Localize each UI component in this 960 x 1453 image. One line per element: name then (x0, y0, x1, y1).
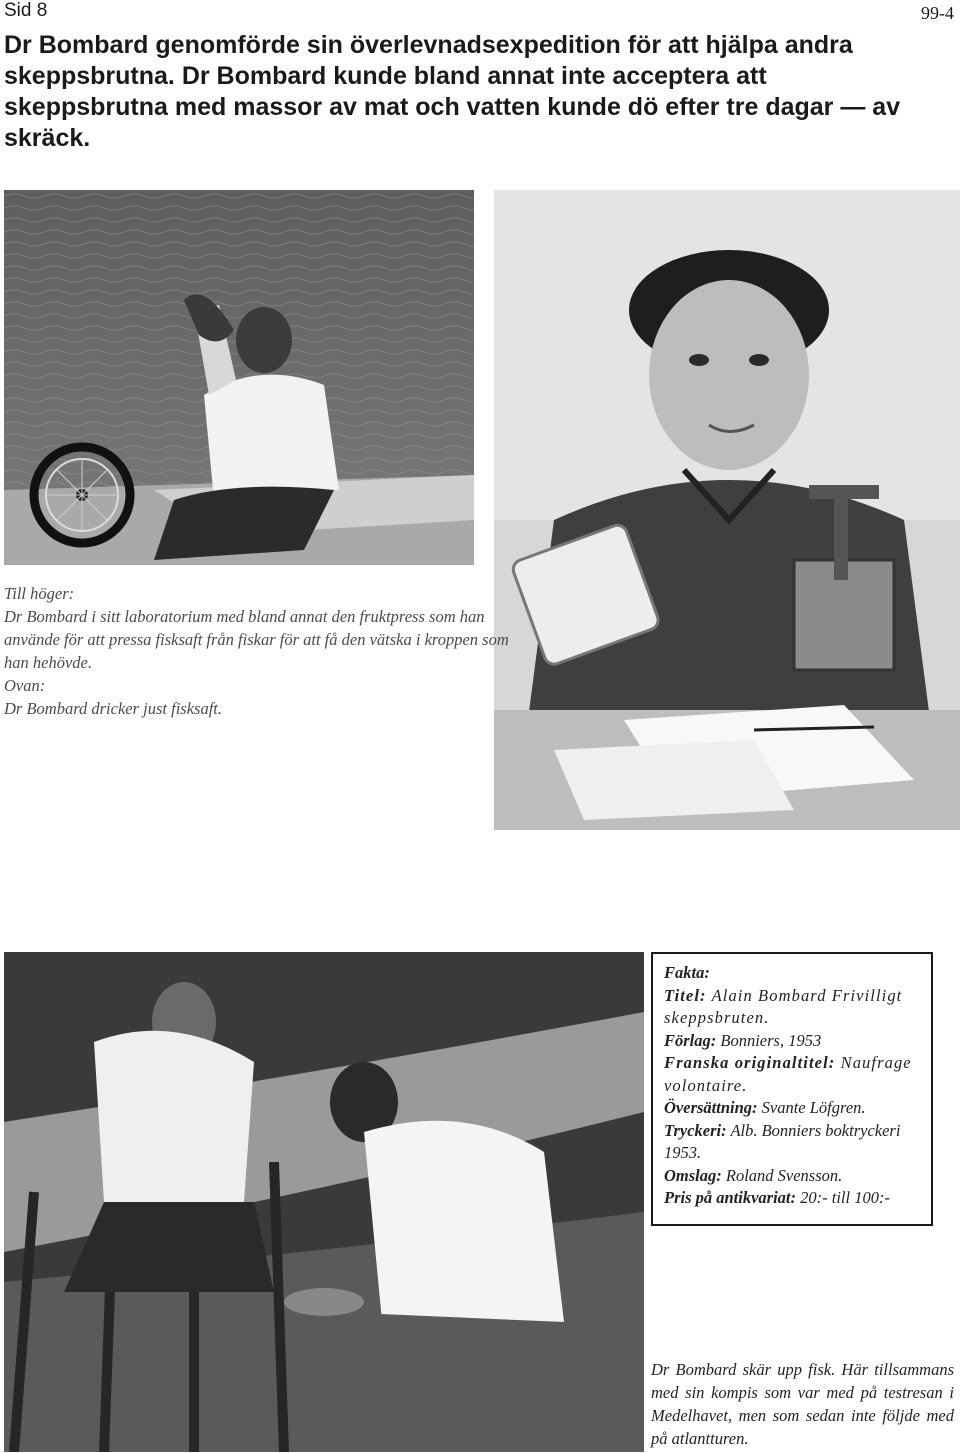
page-number: Sid 8 (4, 0, 48, 21)
photo-laboratory-portrait (494, 190, 960, 830)
facts-printer-label: Tryckeri: (664, 1120, 727, 1140)
facts-price-label: Pris på antikvariat: (664, 1188, 797, 1207)
facts-box (651, 952, 933, 1226)
caption-lead-above: Ovan: (4, 676, 46, 695)
facts-heading: Fakta: (664, 963, 710, 982)
facts-price-value: 20:- till 100:- (800, 1188, 890, 1207)
facts-cover-label: Omslag: (664, 1165, 722, 1185)
photo-cutting-fish (4, 952, 644, 1452)
issue-number: 99-4 (921, 3, 954, 23)
photo-drinking-fish-juice (4, 190, 474, 565)
caption-text-right: Dr Bombard i sitt laboratorium med bland annat den fruktpress som han använde för att pressa fisksaft från fiskar för att få den vätska i kroppen som han hehövde. (4, 607, 509, 672)
facts-title-value: Alain Bombard Frivilligt skeppsbruten. (664, 985, 903, 1027)
facts-translation-value: Svante Löfgren. (761, 1098, 866, 1117)
facts-original-label: Franska originaltitel: (664, 1053, 836, 1072)
caption-bottom: Dr Bombard skär upp fisk. Här tillsammans med sin kompis som var med på testresan i Medelhavet, men som sedan inte följde med på atlantturen. (651, 1360, 954, 1448)
caption-lead-right: Till höger: (4, 584, 75, 603)
facts-original-value: Naufrage volontaire. (664, 1053, 912, 1095)
caption-top (4, 582, 509, 720)
facts-printer-value: Alb. Bonniers boktryckeri 1953. (664, 1120, 901, 1162)
facts-cover-value: Roland Svensson. (725, 1165, 843, 1185)
headline: Dr Bombard genomförde sin överlevnadsexpedition för att hjälpa andra skeppsbrutna. Dr Bombard kunde bland annat inte acceptera att skeppsbrutna med massor av mat och vatten kunde dö efter tre dagar — av skräck. (4, 31, 901, 152)
caption-text-above: Dr Bombard dricker just fisksaft. (4, 699, 223, 718)
facts-translation-label: Översättning: (664, 1098, 758, 1117)
facts-title-label: Titel: (664, 985, 707, 1005)
facts-publisher-value: Bonniers, 1953 (720, 1030, 822, 1050)
facts-publisher-label: Förlag: (664, 1030, 717, 1050)
